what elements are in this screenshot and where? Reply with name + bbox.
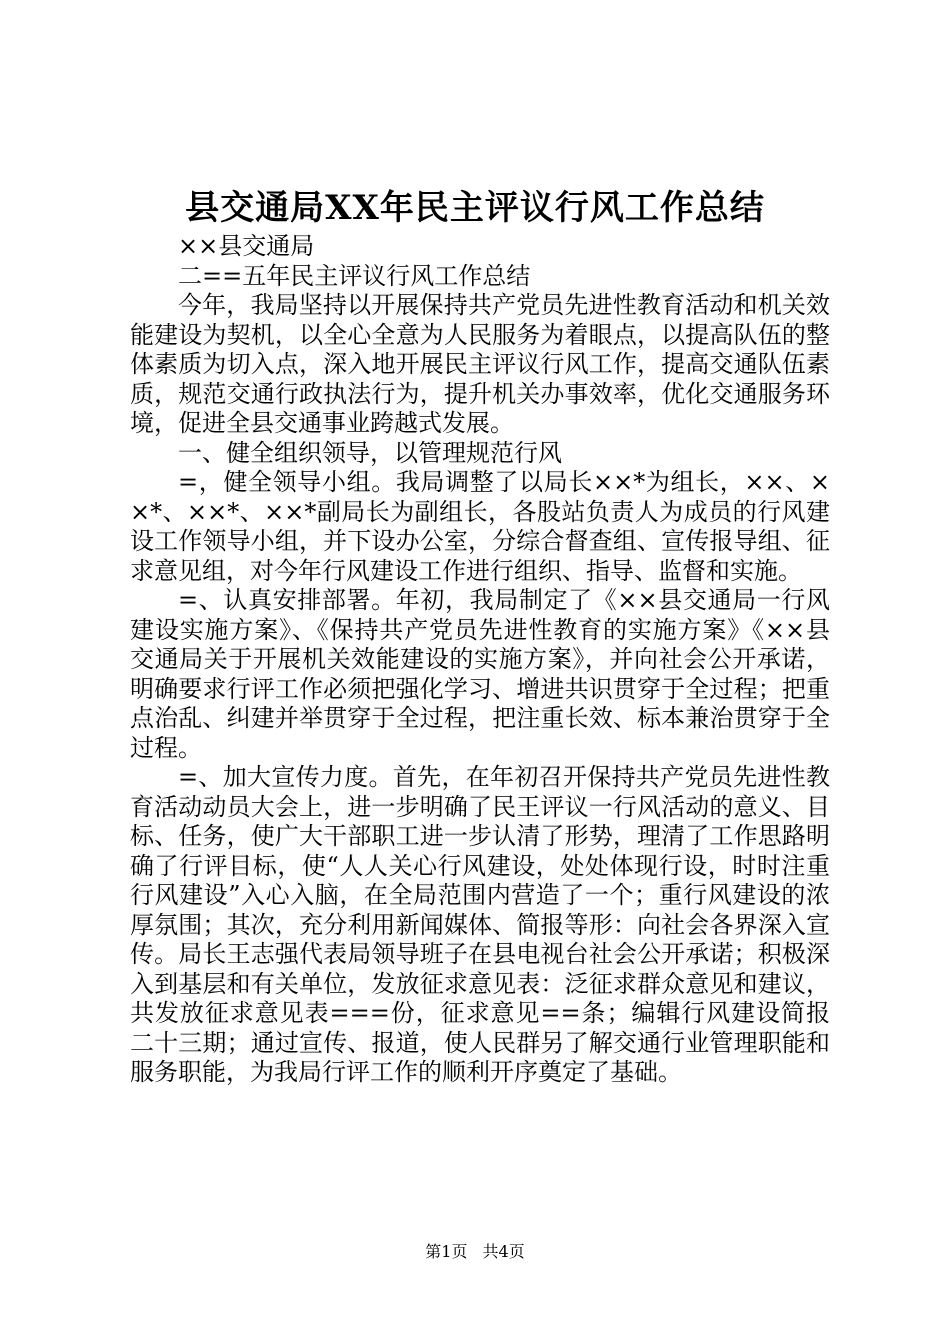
page-footer xyxy=(0,1240,950,1264)
page-count: 共4页 xyxy=(482,1242,525,1261)
document-body xyxy=(130,232,830,1088)
paragraph-deployment: =、认真安排部署。年初，我局制定了《××县交通局一行风建设实施方案》、《保持共产党员先进性教育的实施方案》《××县交通局关于开展机关效能建设的实施方案》，并向社会公开承诺，明确要求行评工作必须把强化学习、增进共识贯穿于全过程；把重点治乱、纠建并举贯穿于全过程，把注重长效、标本兼治贯穿于全过程。 xyxy=(130,586,830,762)
document-title: 县交通局XX年民主评议行风工作总结 xyxy=(185,188,765,228)
page-number: 第1页 xyxy=(425,1242,468,1261)
paragraph-intro: 今年，我局坚持以开展保持共产党员先进性教育活动和机关效能建设为契机，以全心全意为人民服务为着眼点，以提高队伍的整体素质为切入点，深入地开展民主评议行风工作，提高交通队伍素质，规范交通行政执法行为，提升机关办事效率，优化交通服务环境，促进全县交通事业跨越式发展。 xyxy=(130,291,830,437)
paragraph-issuer: ××县交通局 xyxy=(178,232,315,260)
section-heading-1: 一、健全组织领导，以管理规范行风 xyxy=(178,438,562,467)
paragraph-leadership-group: =，健全领导小组。我局调整了以局长××*为组长，××、××*、××*、××*副局长为副组长，各股站负责人为成员的行风建设工作领导小组，并下设办公室，分综合督查组、宣传报导组、征求意见组，对今年行风建设工作进行组织、指导、监督和实施。 xyxy=(130,468,830,585)
paragraph-publicity: =、加大宣传力度。首先，在年初召开保持共产党员先进性教育活动动员大会上，进一步明确了民王评议一行风活动的意义、目标、任务，使广大干部职工进一步认清了形势，理清了工作思路明确了行评目标，使“人人关心行风建设，处处体现行设，时时注重行风建设”入心入脑，在全局范围内营造了一个；重行风建设的浓厚氛围；其次，充分利用新闻媒体、简报等形：向社会各界深入宣传。局长王志强代表局领导班子在县电视台社会公开承诺；积极深入到基层和有关单位，发放征求意见表：泛征求群众意见和建议，共发放征求意见表===份，征求意见==条；编辑行风建设简报二十三期；通过宣传、报道，使人民群另了解交通行业管理职能和服务职能，为我局行评工作的顺利开序奠定了基础。 xyxy=(130,763,830,1086)
paragraph-subtitle: 二==五年民主评议行风工作总结 xyxy=(178,261,531,290)
